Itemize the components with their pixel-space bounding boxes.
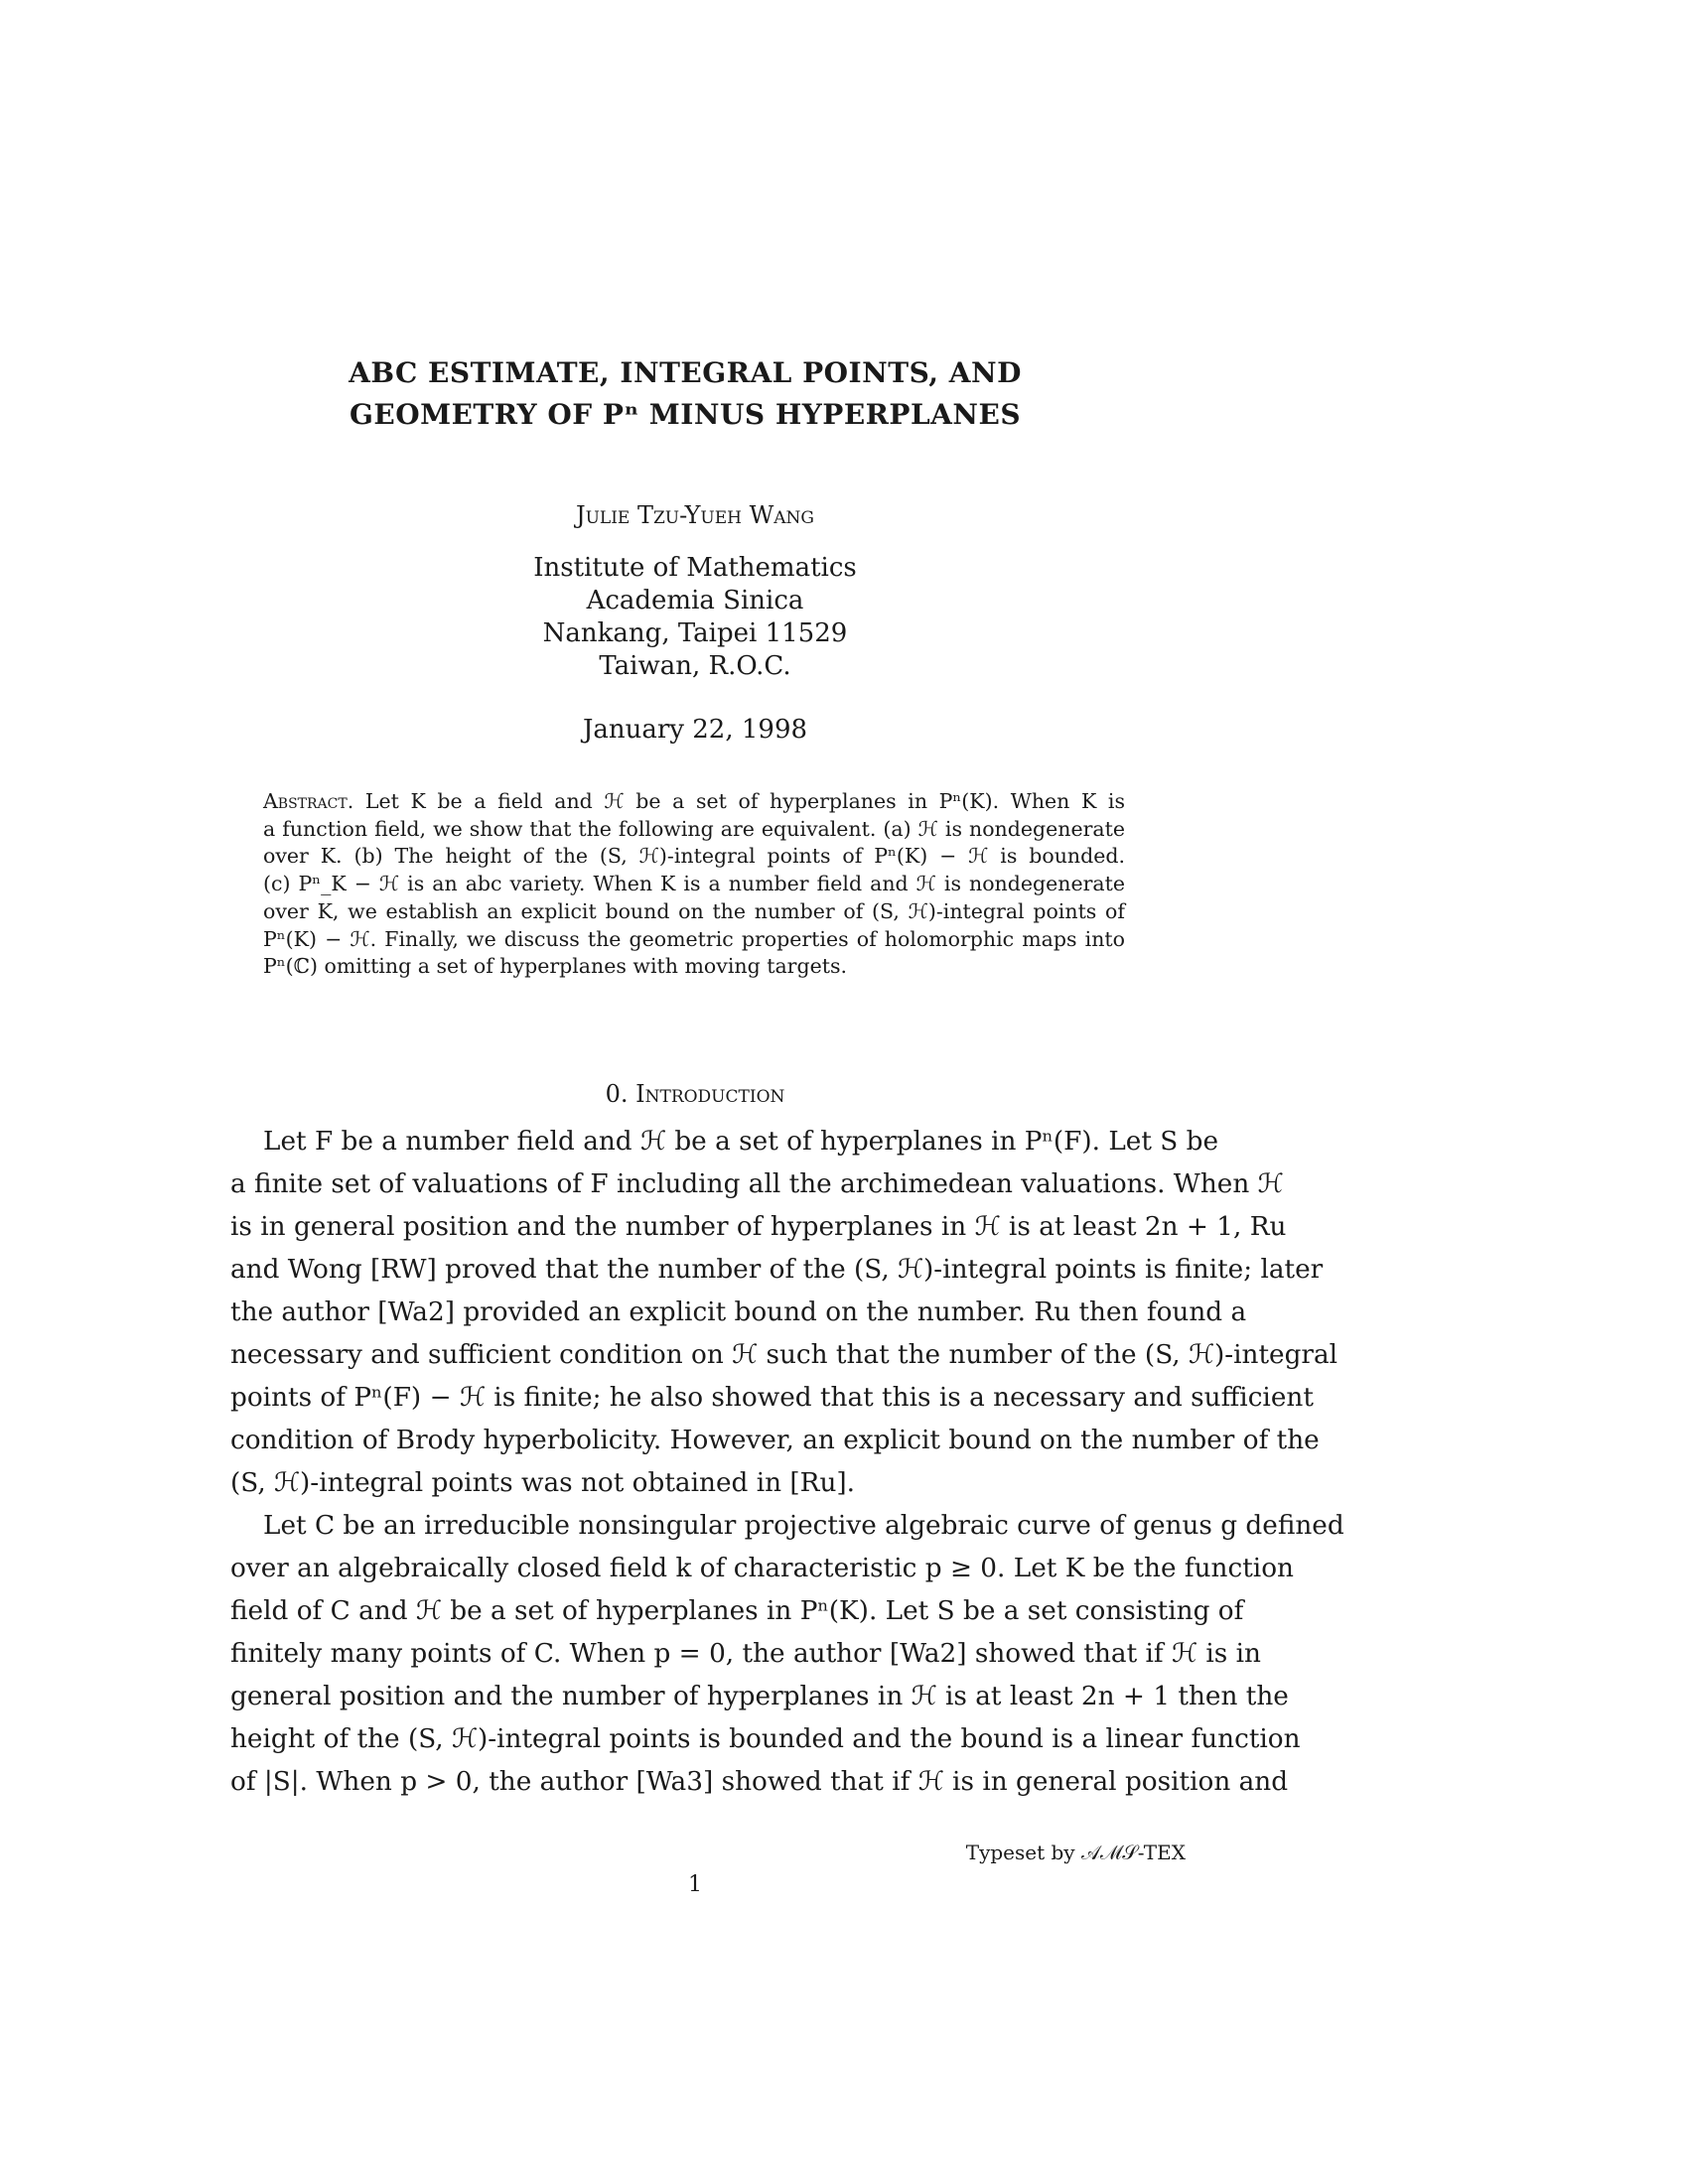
affiliation-line: Nankang, Taipei 11529	[542, 618, 848, 648]
abstract-label: Abstract.	[263, 789, 354, 813]
paragraph-line: of |S|. When p > 0, the author [Wa3] showed that if ℋ is in general position and	[230, 1767, 1289, 1797]
paragraph-line: points of Pⁿ(F) − ℋ is finite; he also showed that this is a necessary and sufficient	[230, 1383, 1314, 1413]
author-name: Julie Tzu-Yueh Wang	[575, 501, 815, 529]
abstract-line: over K. (b) The height of the (S, ℋ)-integral points of Pⁿ(K) − ℋ is bounded.	[263, 844, 1125, 869]
section-heading: 0. Introduction	[605, 1080, 785, 1108]
abstract-line: Pⁿ(K) − ℋ. Finally, we discuss the geometric properties of holomorphic maps into	[263, 926, 1125, 951]
affiliation-line: Institute of Mathematics	[533, 553, 857, 583]
title-line-1: ABC ESTIMATE, INTEGRAL POINTS, AND	[349, 356, 1022, 389]
paper-title	[328, 352, 1043, 436]
paragraph-line: necessary and sufficient condition on ℋ such that the number of the (S, ℋ)-integral	[230, 1340, 1338, 1370]
paragraph-line: field of C and ℋ be a set of hyperplanes in Pⁿ(K). Let S be a set consisting of	[230, 1596, 1244, 1626]
abstract-line: a function field, we show that the following are equivalent. (a) ℋ is nondegenerate	[263, 816, 1125, 841]
paragraph-line: Let C be an irreducible nonsingular projective algebraic curve of genus g defined	[263, 1511, 1344, 1541]
abstract-line: Pⁿ(ℂ) omitting a set of hyperplanes with moving targets.	[263, 954, 848, 979]
paragraph-line: general position and the number of hyperplanes in ℋ is at least 2n + 1 then the	[230, 1682, 1289, 1711]
affiliation-line: Taiwan, R.O.C.	[599, 651, 791, 681]
paragraph-line: Let F be a number field and ℋ be a set of hyperplanes in Pⁿ(F). Let S be	[263, 1127, 1219, 1157]
title-line-2: GEOMETRY OF Pⁿ MINUS HYPERPLANES	[349, 398, 1022, 431]
affiliation-line: Academia Sinica	[586, 586, 804, 615]
typeset-note: Typeset by 𝒜ℳ𝒮-TEX	[965, 1841, 1186, 1864]
abstract-line: over K, we establish an explicit bound on the number of (S, ℋ)-integral points of	[263, 898, 1125, 923]
paragraph-line: is in general position and the number of hyperplanes in ℋ is at least 2n + 1, Ru	[230, 1212, 1287, 1242]
paragraph-line: height of the (S, ℋ)-integral points is bounded and the bound is a linear function	[230, 1724, 1301, 1754]
paragraph-line: the author [Wa2] provided an explicit bound on the number. Ru then found a	[230, 1297, 1247, 1327]
paragraph-line: a finite set of valuations of F including all the archimedean valuations. When ℋ	[230, 1169, 1284, 1199]
paragraph-line: over an algebraically closed field k of characteristic p ≥ 0. Let K be the function	[230, 1554, 1294, 1583]
abstract-line: (c) Pⁿ_K − ℋ is an abc variety. When K is a number field and ℋ is nondegenerate	[263, 872, 1125, 896]
paragraph-line: condition of Brody hyperbolicity. However, an explicit bound on the number of the	[230, 1426, 1320, 1455]
date: January 22, 1998	[582, 715, 808, 745]
paragraph-line: (S, ℋ)-integral points was not obtained in [Ru].	[230, 1468, 856, 1498]
paragraph-line: and Wong [RW] proved that the number of the (S, ℋ)-integral points is finite; later	[230, 1255, 1324, 1285]
paragraph-line: finitely many points of C. When p = 0, the author [Wa2] showed that if ℋ is in	[230, 1639, 1261, 1669]
page-number: 1	[688, 1872, 702, 1897]
abstract	[263, 788, 1125, 981]
abstract-line: Abstract. Let K be a field and ℋ be a set of hyperplanes in Pⁿ(K). When K is	[263, 789, 1125, 813]
affiliation	[397, 552, 993, 683]
